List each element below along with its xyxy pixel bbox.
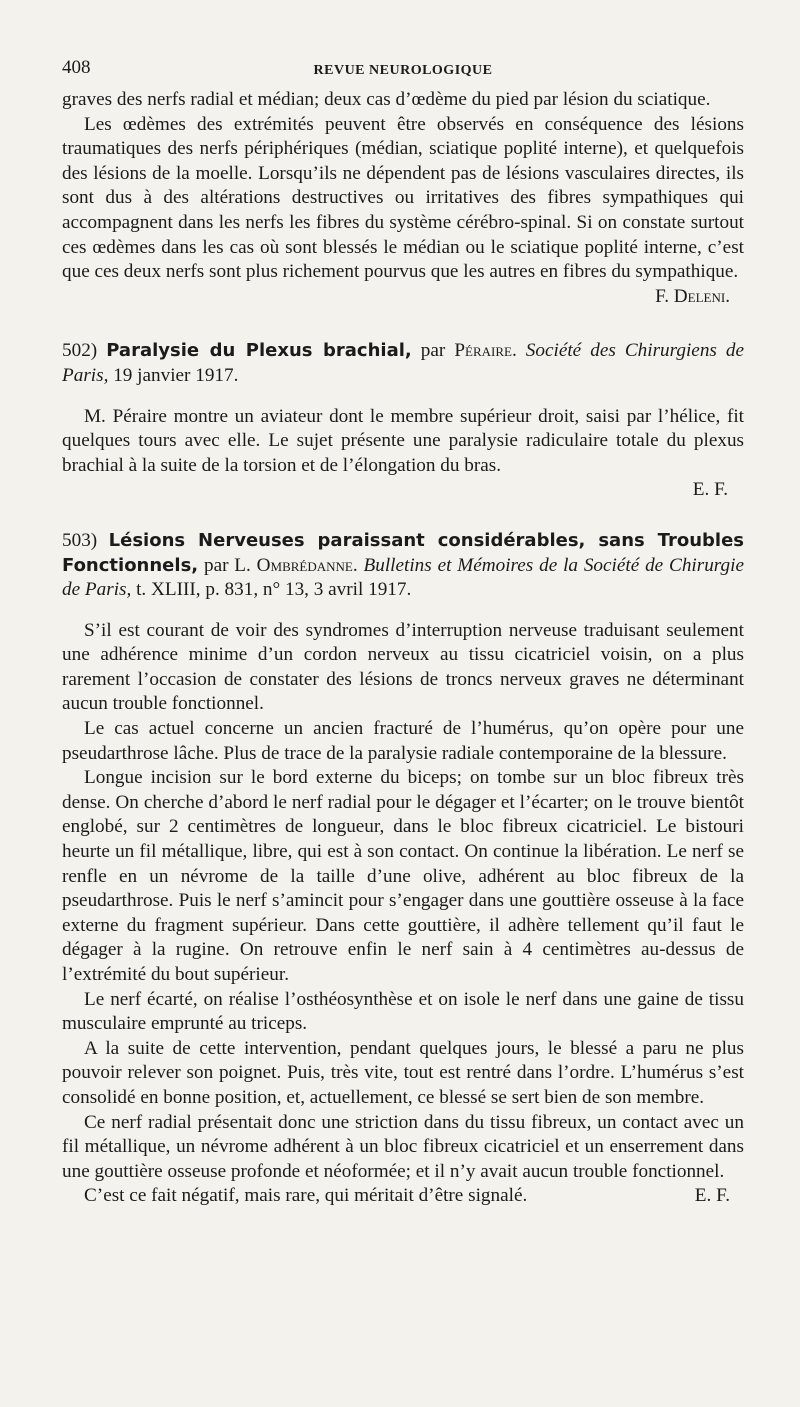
entry-503-paragraph: Le cas actuel concerne un ancien fracturé de l’humérus, qu’on opère pour une pseudarthrose lâche. Plus de trace de la paralysie radiale contemporaine de la blessure. <box>62 718 744 764</box>
entry-503-final-text: C’est ce fait négatif, mais rare, qui méritait d’être signalé. <box>84 1185 528 1207</box>
entry-503-paragraph: A la suite de cette intervention, pendant quelques jours, le blessé a paru ne plus pouvoir relever son poignet. Puis, très vite, tout est rentré dans l’ordre. L’humérus s’est consolidé en bonne position, et, actuellement, ce blessé se sert bien de son membre. <box>62 1037 744 1108</box>
entry-503-author: Ombrédanne. <box>256 554 358 576</box>
entry-502-title: Paralysie du Plexus brachial, <box>106 340 412 362</box>
entry-503-body <box>62 619 744 1209</box>
entry-503-heading <box>62 529 744 603</box>
intro-section <box>62 88 744 309</box>
intro-paragraph-2 <box>62 113 744 310</box>
entry-503-title: Lésions Nerveuses paraissant considérables, sans Troubles Fonctionnels, <box>62 529 745 576</box>
entry-503-final-paragraph <box>62 1184 744 1209</box>
entry-503-by: par L. <box>203 554 251 576</box>
entry-502-date: 19 janvier 1917. <box>113 364 239 386</box>
entry-503-signature: E. F. <box>694 1185 730 1207</box>
entry-502-body <box>62 405 744 503</box>
entry-503-ref: t. XLIII, p. 831, n° 13, 3 avril 1917. <box>136 579 412 601</box>
entry-502-source: Société des Chirurgiens de Paris, <box>62 340 745 386</box>
entry-503-paragraph: Le nerf écarté, on réalise l’osthéosynthèse et on isole le nerf dans une gaine de tissu musculaire emprunté au triceps. <box>62 988 744 1035</box>
entry-503-paragraph: Ce nerf radial présentait donc une striction dans du tissu fibreux, un contact avec un fil métallique, un névrome adhérent à un bloc fibreux cicatriciel et un enserrement dans une gouttière osseuse profonde et néoformée; et il n’y avait aucun trouble fonctionnel. <box>62 1111 744 1182</box>
entry-503-paragraph: S’il est courant de voir des syndromes d’interruption nerveuse traduisant seulement une adhérence minime d’un cordon nerveux au tissu cicatriciel voisin, on a plus rarement l’occasion de constater des lésions de troncs nerveux graves ne déterminant aucun trouble fonctionnel. <box>62 619 744 715</box>
intro-paragraph-1: graves des nerfs radial et médian; deux cas d’œdème du pied par lésion du sciatique. <box>62 89 711 110</box>
intro-signature: F. Deleni. <box>655 285 730 307</box>
page-number: 408 <box>62 57 91 78</box>
entry-503-source: Bulletins et Mémoires de la Société de Chirurgie de Paris, <box>62 554 744 601</box>
intro-paragraph-2-text: Les œdèmes des extrémités peuvent être observés en conséquence des lésions traumatiques des nerfs périphériques (médian, sciatique poplité interne), et quelquefois des lésions de la moelle. Lorsqu’ils ne dépendent pas de lésions vasculaires directes, ils sont dus à des altérations destructives ou irritatives des fibres sympathiques qui accompagnent dans les nerfs les fibres du système cérébro-spinal. Si on constate surtout ces œdèmes dans les cas où sont blessés le médian ou le sciatique poplité interne, c’est que ces deux nerfs sont plus richement pourvus que les autres en fibres du sympathique. <box>62 113 744 283</box>
running-header <box>62 56 744 88</box>
entry-502-by: par <box>420 340 446 362</box>
entry-503-paragraph: Longue incision sur le bord externe du biceps; on tombe sur un bloc fibreux très dense. On cherche d’abord le nerf radial pour le dégager et l’écarter; on le trouve bientôt englobé, sur 2 centimètres de longueur, dans le bloc fibreux cicatriciel. Le bistouri heurte un fil métallique, libre, qui est à son contact. On continue la libération. Le nerf se renfle en un névrome de la taille d’une olive, adhérent au bloc fibreux de la pseudarthrose. Puis le nerf s’amincit pour s’engager dans une gouttière osseuse à la face externe du fragment supérieur. Dans cette gouttière, il adhère tellement qu’il faut le dégager à la rugine. On retrouve enfin le nerf sain à 4 centimètres au-dessus de l’extrémité du bout supérieur. <box>62 767 744 985</box>
entry-502-heading <box>62 339 744 388</box>
journal-title: REVUE NEUROLOGIQUE <box>313 63 493 78</box>
entry-502-paragraph: M. Péraire montre un aviateur dont le membre supérieur droit, saisi par l’hélice, fit quelques tours avec elle. Le sujet présente une paralysie radiculaire totale du plexus brachial à la suite de la torsion et de l’élongation du bras. <box>62 405 744 476</box>
entry-502-author: Péraire. <box>454 340 517 362</box>
entry-503-number: 503) <box>62 529 98 551</box>
entry-502-number: 502) <box>62 340 98 362</box>
page <box>62 56 744 1209</box>
entry-502-signature: E. F. <box>692 479 728 501</box>
